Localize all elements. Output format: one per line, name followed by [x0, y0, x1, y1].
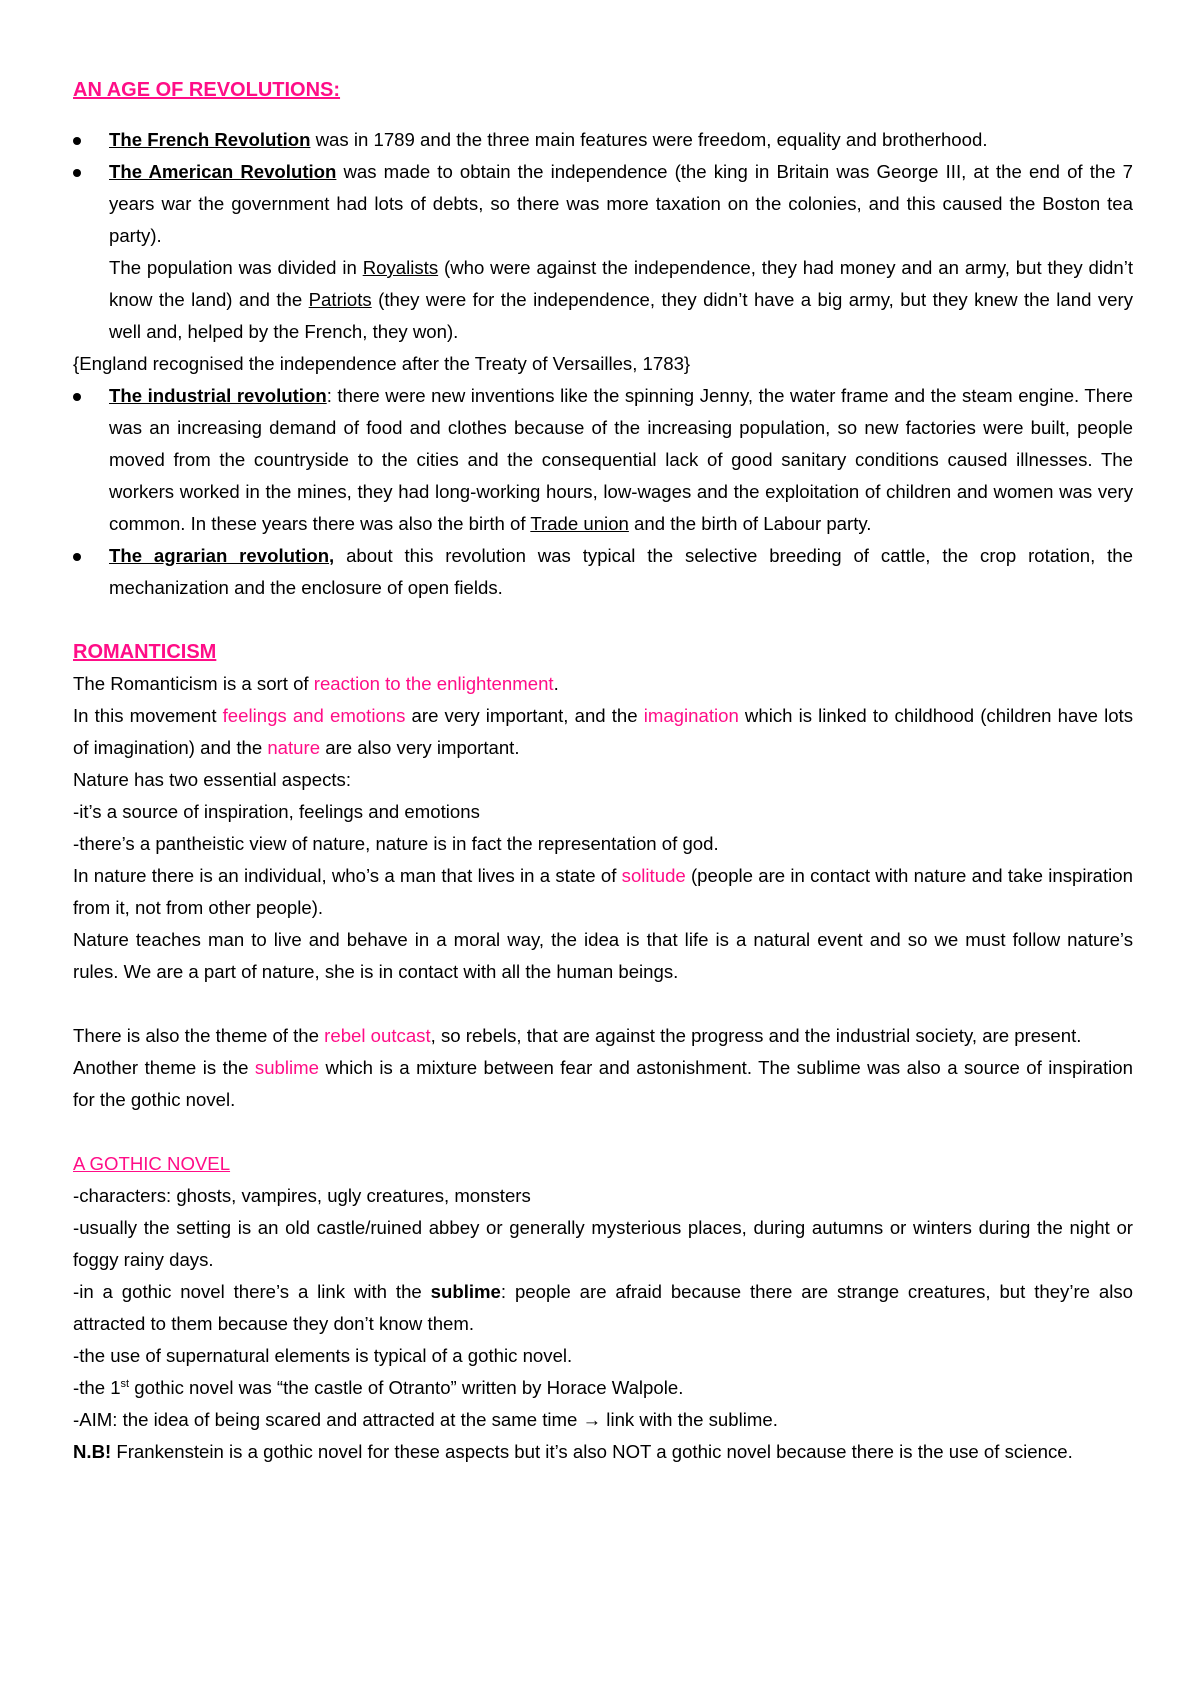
- population-text: The population was divided in: [109, 257, 363, 278]
- french-revolution-term: The French Revolution: [109, 129, 311, 150]
- industrial-revolution-term: The industrial revolution: [109, 385, 327, 406]
- not-emphasis: NOT: [612, 1441, 652, 1462]
- romanticism-paragraph-5: -there’s a pantheistic view of nature, nature is in fact the representation of god.: [73, 833, 719, 854]
- list-item-agrarian-revolution: [73, 540, 1133, 604]
- highlight-feelings: feelings and emotions: [222, 705, 406, 726]
- agrarian-revolution-term: The agrarian revolution,: [109, 545, 335, 566]
- romanticism-paragraph-1: The Romanticism is a sort of reaction to the enlightenment.: [73, 673, 559, 694]
- american-revolution-term: The American Revolution: [109, 161, 337, 182]
- revolutions-list: [73, 124, 1133, 348]
- gothic-line-2: -usually the setting is an old castle/ruined abbey or generally mysterious places, during autumns or winters during the night or foggy rainy days.: [73, 1217, 1133, 1270]
- romanticism-paragraph-4: -it’s a source of inspiration, feelings and emotions: [73, 801, 480, 822]
- arrow-icon: →: [582, 1409, 602, 1430]
- patriots-description: (they were for the independence, they didn’t have a big army, but they knew the land very well and, helped by the French, they won).: [109, 289, 1133, 342]
- romanticism-paragraph-6: In nature there is an individual, who’s a man that lives in a state of solitude (people are in contact with nature and take inspiration from it, not from other people).: [73, 865, 1133, 918]
- romanticism-paragraph-8: There is also the theme of the rebel outcast, so rebels, that are against the progress and the industrial society, are present.: [73, 1025, 1082, 1046]
- american-revolution-text: was made to obtain the independence (the king in Britain was George III, at the end of the 7 years war the government had lots of debts, so there was more taxation on the colonies, and this caused the Boston tea party).: [109, 161, 1133, 246]
- highlight-sublime: sublime: [254, 1057, 319, 1078]
- sublime-bold: sublime: [430, 1281, 501, 1302]
- gothic-nb-note: N.B! Frankenstein is a gothic novel for these aspects but it’s also NOT a gothic novel because there is the use of science.: [73, 1441, 1073, 1462]
- highlight-reaction: reaction to the enlightenment: [313, 673, 554, 694]
- treaty-note: {England recognised the independence after the Treaty of Versailles, 1783}: [73, 353, 691, 374]
- gothic-novel-heading: A GOTHIC NOVEL: [73, 1153, 231, 1174]
- superscript-st: st: [120, 1377, 130, 1390]
- patriots-term: Patriots: [308, 289, 372, 310]
- labour-party-text: and the birth of Labour party.: [628, 513, 872, 534]
- industrial-revolution-text: : there were new inventions like the spinning Jenny, the water frame and the steam engine. There was an increasing demand of food and clothes because of the increasing population, so new factories were built, people moved from the countryside to the cities and the consequential lack of good sanitary conditions caused illnesses. The workers worked in the mines, they had long-working hours, low-wages and the exploitation of children and women was very common. In these years there was also the birth of: [109, 385, 1133, 534]
- gothic-line-4: -the use of supernatural elements is typical of a gothic novel.: [73, 1345, 573, 1366]
- list-item-french-revolution: [73, 124, 1133, 156]
- highlight-nature: nature: [267, 737, 321, 758]
- romanticism-paragraph-7: Nature teaches man to live and behave in a moral way, the idea is that life is a natural event and so we must follow nature’s rules. We are a part of nature, she is in contact with all the human beings.: [73, 929, 1133, 982]
- revolutions-list-continued: [73, 380, 1133, 604]
- royalists-description: (who were against the independence, they had money and an army, but they didn’t know the land) and the: [109, 257, 1133, 310]
- revolutions-heading: AN AGE OF REVOLUTIONS:: [73, 79, 341, 101]
- highlight-solitude: solitude: [621, 865, 686, 886]
- gothic-line-3: -in a gothic novel there’s a link with the sublime: people are afraid because there are strange creatures, but they’re also attracted to them because they don’t know them.: [73, 1281, 1133, 1334]
- list-item-industrial-revolution: [73, 380, 1133, 540]
- nb-label: N.B!: [73, 1441, 112, 1462]
- gothic-line-1: -characters: ghosts, vampires, ugly creatures, monsters: [73, 1185, 531, 1206]
- royalists-term: Royalists: [362, 257, 439, 278]
- trade-union-term: Trade union: [530, 513, 629, 534]
- romanticism-heading: ROMANTICISM: [73, 641, 217, 663]
- romanticism-paragraph-2: In this movement feelings and emotions are very important, and the imagination which is linked to childhood (children have lots of imagination) and the nature are also very important.: [73, 705, 1134, 758]
- gothic-line-5: -the 1st gothic novel was “the castle of Otranto” written by Horace Walpole.: [73, 1377, 684, 1398]
- gothic-line-6: -AIM: the idea of being scared and attracted at the same time → link with the sublime.: [73, 1409, 778, 1430]
- highlight-imagination: imagination: [643, 705, 739, 726]
- romanticism-paragraph-3: Nature has two essential aspects:: [73, 769, 352, 790]
- list-item-american-revolution: [73, 156, 1133, 348]
- document-page: [73, 74, 1133, 1468]
- french-revolution-text: was in 1789 and the three main features were freedom, equality and brotherhood.: [310, 129, 988, 150]
- highlight-rebel-outcast: rebel outcast: [324, 1025, 431, 1046]
- romanticism-paragraph-9: Another theme is the sublime which is a mixture between fear and astonishment. The sublime was also a source of inspiration for the gothic novel.: [73, 1057, 1133, 1110]
- agrarian-revolution-text: about this revolution was typical the selective breeding of cattle, the crop rotation, the mechanization and the enclosure of open fields.: [109, 545, 1133, 598]
